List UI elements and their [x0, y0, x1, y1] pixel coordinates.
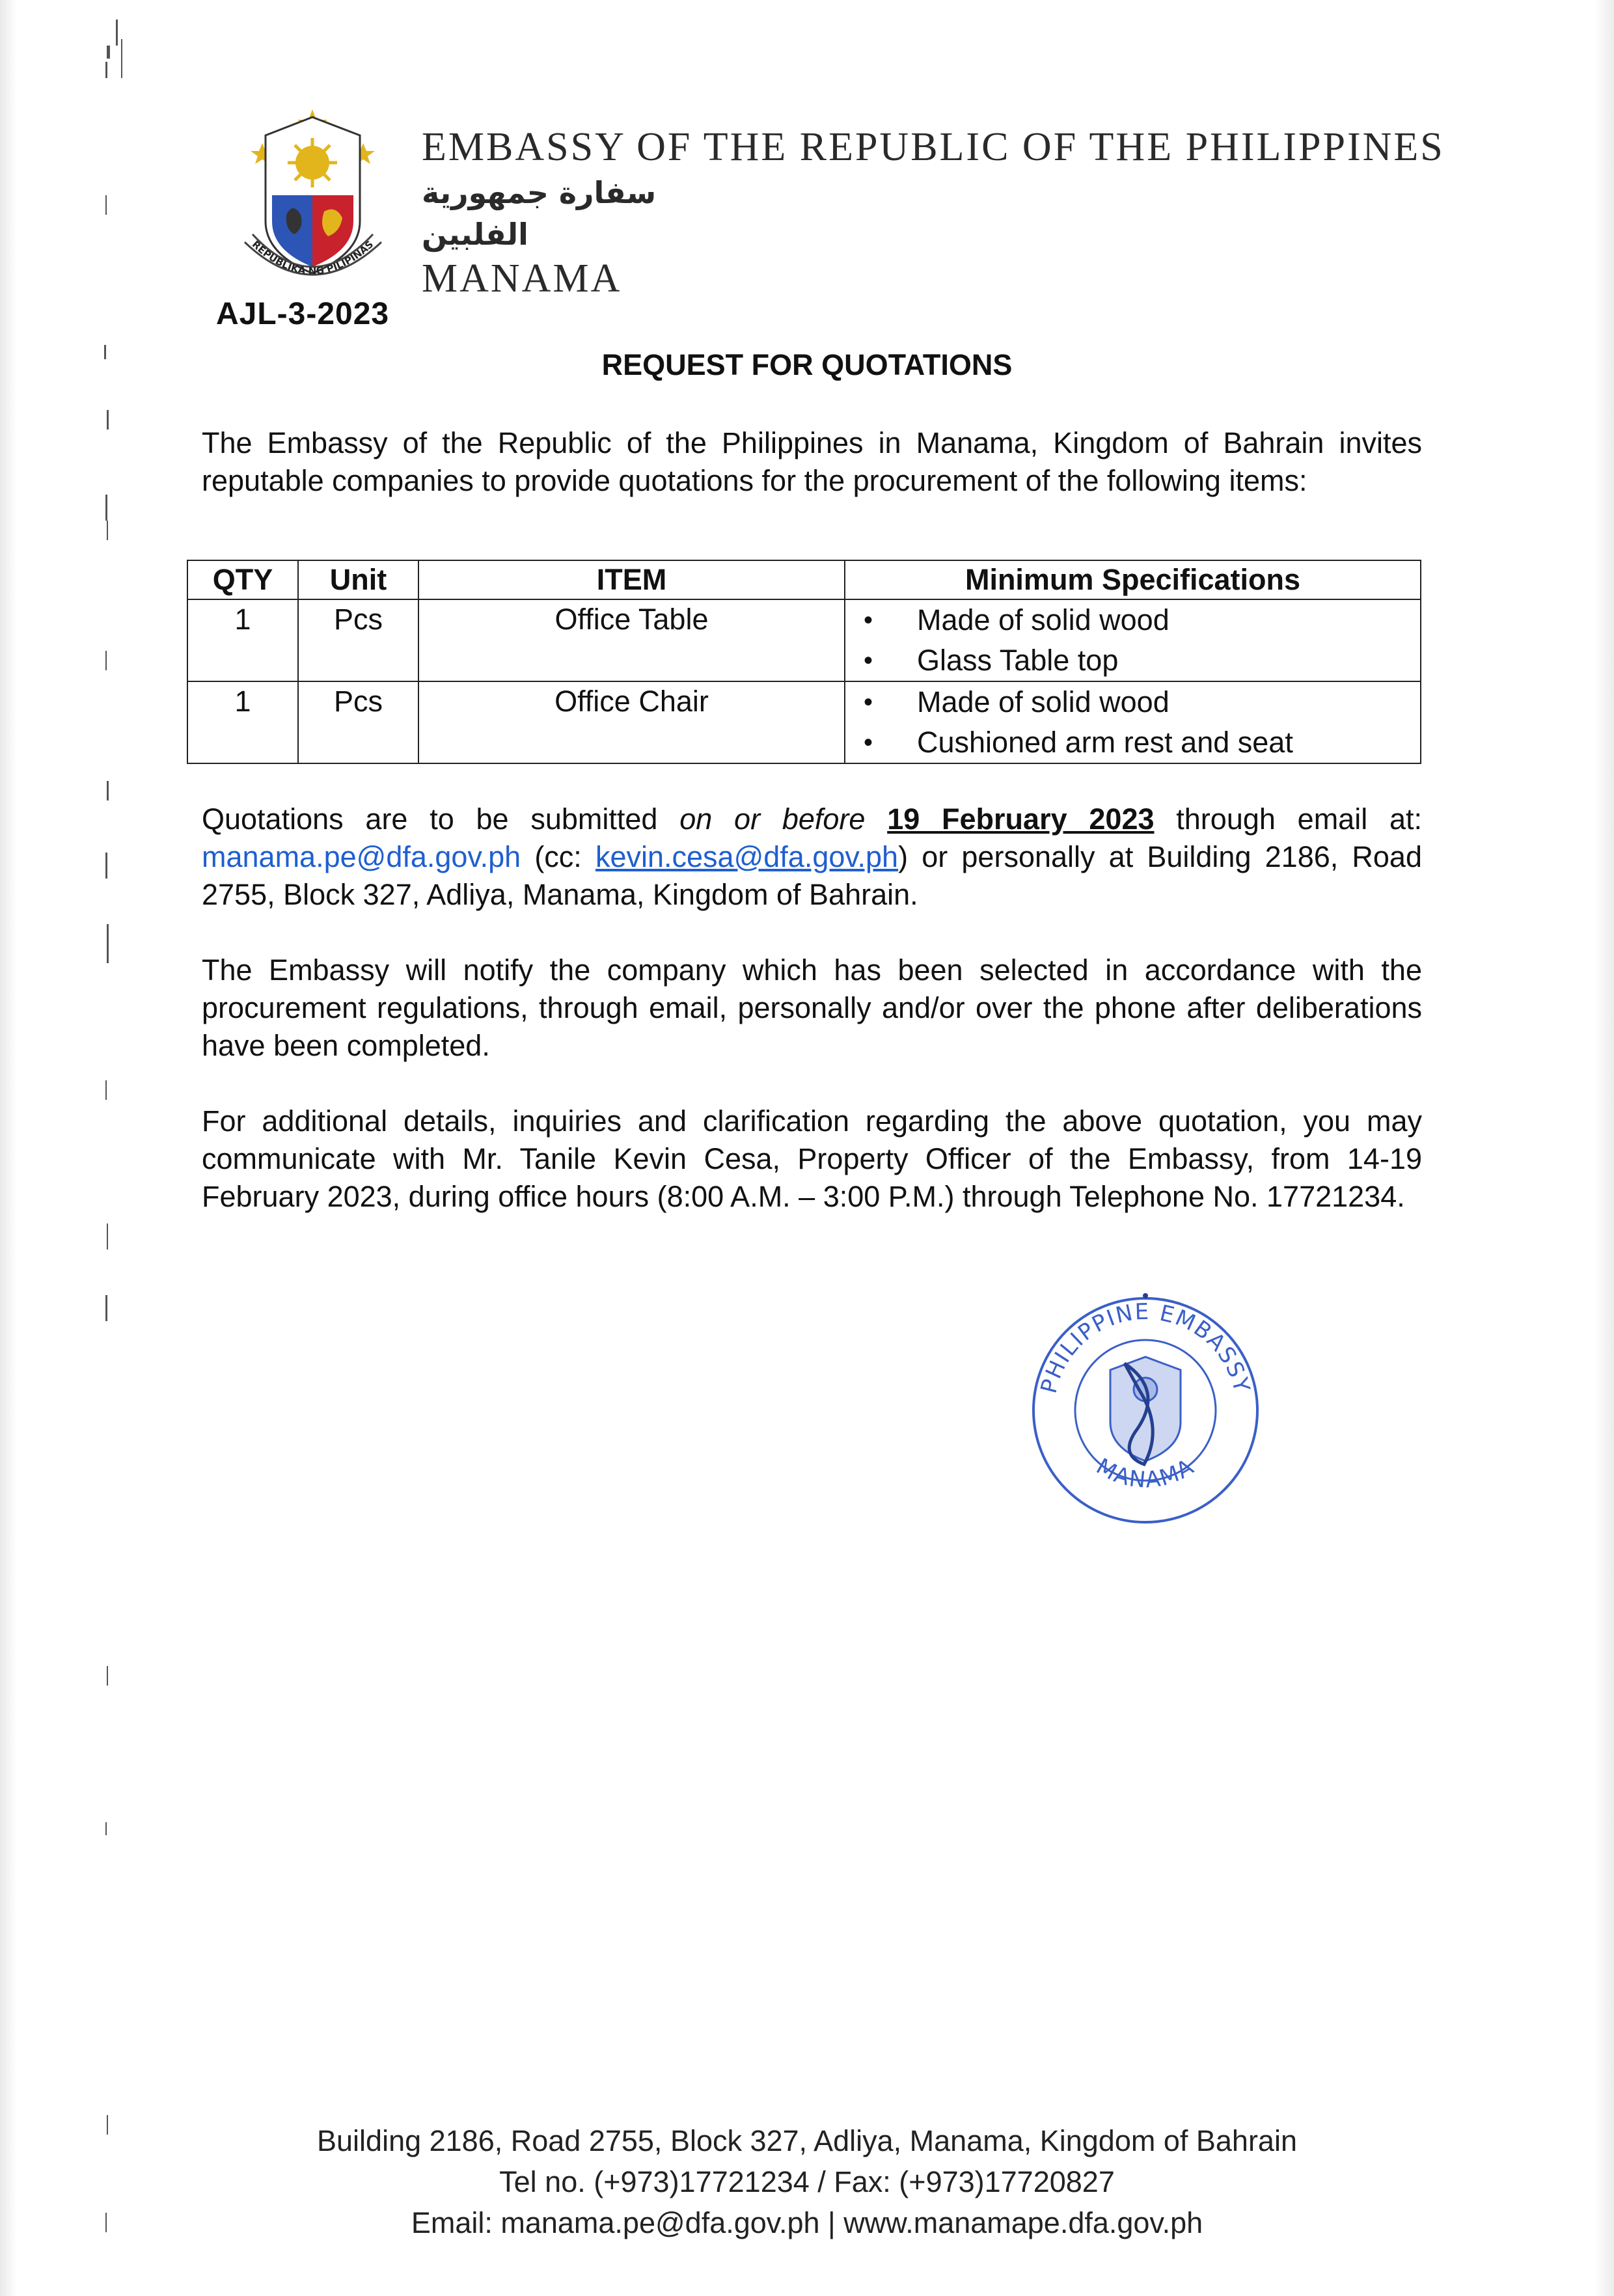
- item-cell: Office Chair: [418, 681, 845, 763]
- intro-paragraph: The Embassy of the Republic of the Philippines in Manama, Kingdom of Bahrain invites reputable companies to provide quotations for the procurement of the following items:: [202, 426, 1422, 497]
- contact-paragraph: For additional details, inquiries and clarification regarding the above quotation, you may communicate with Mr. Tanile Kevin Cesa, Property Officer of the Embassy, from 14-19 February 2023, during office hours (8:00 A.M. – 3:00 P.M.) through Telephone No. 17721234.: [202, 1104, 1422, 1213]
- cc-email-link[interactable]: kevin.cesa@dfa.gov.ph: [595, 840, 899, 873]
- embassy-name-arabic: سفارة جمهورية الفلبين: [422, 175, 657, 252]
- stamp-top-text: PHILIPPINE EMBASSY: [1035, 1298, 1255, 1397]
- spec-list: [864, 600, 1420, 681]
- header-qty: QTY: [187, 560, 298, 599]
- qty-cell: 1: [187, 599, 298, 681]
- unit-cell: Pcs: [298, 599, 418, 681]
- header-specifications: Minimum Specifications: [845, 560, 1421, 599]
- embassy-stamp: [1027, 1292, 1265, 1529]
- unit-cell: Pcs: [298, 681, 418, 763]
- table-header-row: [187, 560, 1421, 599]
- letterhead: [422, 124, 1528, 302]
- specifications-cell: [845, 681, 1421, 763]
- table-row: [187, 681, 1421, 763]
- submission-email-link[interactable]: manama.pe@dfa.gov.ph: [202, 840, 521, 873]
- footer-phone: Tel no. (+973)17721234 / Fax: (+973)17720827: [499, 2165, 1115, 2198]
- items-table: [187, 560, 1421, 764]
- reference-number: AJL-3-2023: [216, 297, 390, 331]
- spec-item: • Made of solid wood: [864, 600, 1420, 640]
- table-row: [187, 599, 1421, 681]
- header-unit: Unit: [298, 560, 418, 599]
- qty-cell: 1: [187, 681, 298, 763]
- philippine-coat-of-arms-seal: [233, 104, 392, 299]
- header-item: ITEM: [418, 560, 845, 599]
- spec-item: • Cushioned arm rest and seat: [864, 722, 1420, 763]
- specifications-cell: [845, 599, 1421, 681]
- scan-shadow-right: [1594, 0, 1614, 2296]
- stamp-bottom-text: MANAMA: [1091, 1453, 1199, 1494]
- embassy-name: EMBASSY OF THE REPUBLIC OF THE PHILIPPINES: [422, 125, 1445, 169]
- deadline-paragraph: Quotations are to be submitted on or before 19 February 2023 through email at: manama.pe@dfa.gov.ph (cc: kevin.cesa@dfa.gov.ph) or personally at Building 2186, Road 2755, Block 327, Adliya, Manama, Kingdom of Bahrain.: [202, 802, 1423, 911]
- deadline-text: Quotations are to be submitted: [202, 802, 680, 836]
- document-title: REQUEST FOR QUOTATIONS: [601, 348, 1013, 381]
- spec-item: • Made of solid wood: [864, 682, 1420, 722]
- notification-paragraph: The Embassy will notify the company which has been selected in accordance with the procurement regulations, through email, personally and/or over the phone after deliberations have been completed.: [202, 953, 1422, 1062]
- seal-motto: REPUBLIKA NG PILIPINAS: [249, 238, 376, 277]
- footer-address: Building 2186, Road 2755, Block 327, Adliya, Manama, Kingdom of Bahrain: [317, 2124, 1297, 2157]
- footer-email-web: Email: manama.pe@dfa.gov.ph | www.manamape.dfa.gov.ph: [411, 2206, 1203, 2239]
- deadline-emphasis: on or before: [679, 802, 866, 836]
- item-cell: Office Table: [418, 599, 845, 681]
- scan-binding-marks: [98, 0, 137, 2296]
- footer: [0, 2120, 1614, 2243]
- deadline-date: 19 February 2023: [887, 802, 1155, 836]
- scan-shadow-left: [0, 0, 17, 2296]
- embassy-city: MANAMA: [422, 256, 622, 301]
- spec-item: • Glass Table top: [864, 640, 1420, 681]
- spec-list: [864, 682, 1420, 763]
